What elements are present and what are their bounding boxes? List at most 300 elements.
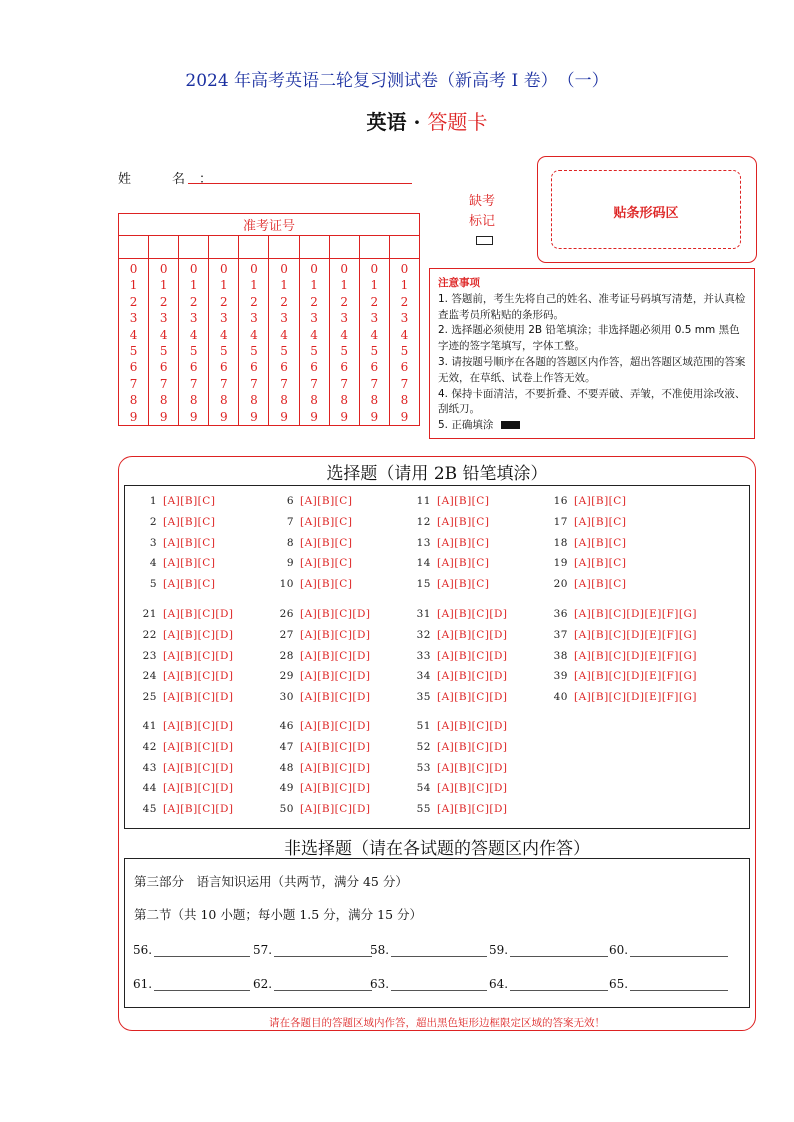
question-number: 49 <box>279 782 294 795</box>
answer-options[interactable]: [A][B][C] <box>163 515 216 528</box>
exam-title: 2024 年高考英语二轮复习测试卷（新高考 I 卷） （一） <box>185 71 609 91</box>
question-40 <box>544 691 697 703</box>
exam-id-digit-bubble[interactable]: 7 <box>310 376 318 391</box>
question-54 <box>407 782 508 794</box>
answer-options[interactable]: [A][B][C] <box>437 578 490 591</box>
answer-options[interactable]: [A][B][C][D] <box>163 720 234 732</box>
answer-options[interactable]: [A][B][C][D] <box>163 761 234 774</box>
question-number: 6 <box>286 495 294 507</box>
exam-id-digit-bubble[interactable]: 1 <box>250 278 258 293</box>
exam-id-digit-bubble[interactable]: 1 <box>370 278 379 293</box>
exam-id-digit-bubble[interactable]: 0 <box>310 262 318 276</box>
exam-id-digit-bubble[interactable]: 5 <box>129 344 138 359</box>
question-number: 25 <box>142 691 157 704</box>
notice-item: 5. 正确填涂 <box>438 419 494 432</box>
exam-id-digit-bubble[interactable]: 6 <box>340 360 349 375</box>
answer-options[interactable]: [A][B][C][D] <box>300 803 371 816</box>
question-38 <box>544 650 697 662</box>
exam-id-digit-column <box>149 259 179 426</box>
answer-options[interactable]: [A][B][C][D] <box>300 761 371 774</box>
answer-options[interactable]: [A][B][C][D] <box>163 608 234 620</box>
exam-id-digit-bubble[interactable]: 9 <box>340 409 349 424</box>
answer-options[interactable]: [A][B][C][D][E][F][G] <box>574 670 697 683</box>
question-number: 38 <box>553 649 568 662</box>
answer-options[interactable]: [A][B][C] <box>437 515 490 528</box>
exam-id-digit-bubble[interactable]: 8 <box>129 393 138 408</box>
part-title: 第三部分 语言知识运用（共两节，满分 45 分） <box>134 874 408 889</box>
exam-id-digit-bubble[interactable]: 8 <box>370 393 379 408</box>
blank-62 <box>253 977 372 991</box>
blank-number: 59. <box>489 943 509 957</box>
question-11 <box>407 495 489 507</box>
blank-65 <box>609 977 728 991</box>
exam-id-write-cell[interactable] <box>119 236 149 259</box>
exam-id-digit-bubble[interactable]: 1 <box>129 278 138 293</box>
answer-options[interactable]: [A][B][C] <box>574 578 627 591</box>
question-number: 48 <box>279 761 294 774</box>
blank-59 <box>489 943 608 957</box>
exam-id-digit-bubble[interactable]: 4 <box>340 327 349 342</box>
exam-id-digit-bubble[interactable]: 6 <box>129 360 138 375</box>
notice-box <box>429 268 755 439</box>
question-number: 16 <box>553 495 568 507</box>
question-number: 52 <box>416 740 431 753</box>
blank-number: 62. <box>253 977 273 991</box>
exam-id-digit-column <box>239 259 269 426</box>
blank-63 <box>370 977 487 991</box>
question-25 <box>133 691 234 703</box>
question-22 <box>133 629 234 641</box>
exam-id-digit-bubble[interactable]: 4 <box>129 327 138 342</box>
exam-id-digit-bubble[interactable]: 1 <box>400 278 409 293</box>
exam-id-digit-bubble[interactable]: 4 <box>159 327 168 342</box>
question-30 <box>270 691 371 703</box>
question-number: 40 <box>553 691 568 704</box>
exam-id-write-cell[interactable] <box>299 236 329 259</box>
answer-options[interactable]: [A][B][C] <box>163 557 216 570</box>
question-33 <box>407 650 508 662</box>
exam-id-digit-bubble[interactable]: 2 <box>129 294 138 309</box>
question-number: 45 <box>142 803 157 816</box>
exam-id-digit-bubble[interactable]: 8 <box>189 393 198 408</box>
exam-id-digit-bubble[interactable]: 5 <box>400 344 409 359</box>
exam-id-digit-bubble[interactable]: 8 <box>250 393 258 408</box>
exam-id-digit-bubble[interactable]: 0 <box>189 262 198 276</box>
question-number: 13 <box>416 536 431 549</box>
question-46 <box>270 720 371 732</box>
exam-id-digit-bubble[interactable]: 5 <box>370 344 379 359</box>
exam-id-digit-bubble[interactable]: 8 <box>340 393 349 408</box>
exam-id-digit-bubble[interactable]: 7 <box>129 376 138 391</box>
answer-options[interactable]: [A][B][C][D] <box>300 740 371 753</box>
answer-options[interactable]: [A][B][C][D] <box>163 628 234 641</box>
answer-options[interactable]: [A][B][C][D] <box>437 649 508 662</box>
exam-id-digit-bubble[interactable]: 7 <box>159 376 168 391</box>
answer-options[interactable]: [A][B][C][D] <box>437 691 508 704</box>
answer-line[interactable] <box>154 944 250 957</box>
answer-line[interactable] <box>154 978 250 991</box>
blank-number: 65. <box>609 977 629 991</box>
notice-item-fill-example <box>438 418 746 434</box>
question-45 <box>133 803 234 815</box>
exam-id-digit-bubble[interactable]: 6 <box>189 360 198 375</box>
answer-options[interactable]: [A][B][C][D] <box>437 782 508 795</box>
exam-id-digit-bubble[interactable]: 9 <box>370 409 379 424</box>
multiple-choice-box <box>124 485 750 829</box>
exam-id-write-cell[interactable] <box>239 236 269 259</box>
answer-options[interactable]: [A][B][C] <box>574 515 627 528</box>
question-35 <box>407 691 508 703</box>
exam-id-digit-bubble[interactable]: 8 <box>400 393 409 408</box>
answer-options[interactable]: [A][B][C][D][E][F][G] <box>574 628 697 641</box>
question-number: 20 <box>553 578 568 591</box>
question-36 <box>544 608 697 620</box>
exam-id-digit-bubble[interactable]: 9 <box>250 409 258 424</box>
question-number: 10 <box>279 578 294 591</box>
answer-options[interactable]: [A][B][C][D] <box>437 608 508 620</box>
question-28 <box>270 650 371 662</box>
filled-mark-example <box>501 421 520 429</box>
exam-id-digit-bubble[interactable]: 1 <box>220 278 228 293</box>
exam-id-digit-bubble[interactable]: 4 <box>370 327 379 342</box>
exam-id-digit-bubble[interactable]: 9 <box>129 409 138 424</box>
question-number: 39 <box>553 670 568 683</box>
exam-id-digit-bubble[interactable]: 3 <box>250 311 258 326</box>
exam-id-digit-bubble[interactable]: 6 <box>310 360 318 375</box>
question-number: 46 <box>279 720 294 732</box>
question-47 <box>270 741 371 753</box>
exam-id-digit-bubble[interactable]: 3 <box>129 311 138 326</box>
question-number: 19 <box>553 557 568 570</box>
exam-id-digit-bubble[interactable]: 6 <box>370 360 379 375</box>
exam-id-write-cell[interactable] <box>329 236 359 259</box>
card-subtitle <box>0 106 794 135</box>
exam-id-digit-bubble[interactable]: 4 <box>280 327 288 342</box>
question-number: 42 <box>142 740 157 753</box>
exam-id-digit-bubble[interactable]: 7 <box>220 376 228 391</box>
question-number: 12 <box>416 515 431 528</box>
question-51 <box>407 720 508 732</box>
answer-options[interactable]: [A][B][C] <box>300 536 353 549</box>
question-6 <box>270 495 352 507</box>
blank-64 <box>489 977 608 991</box>
name-field[interactable] <box>188 183 412 184</box>
answer-line[interactable] <box>274 944 372 957</box>
non-multiple-choice-heading: 非选择题（请在各试题的答题区内作答） <box>284 839 590 859</box>
notice-item: 3. 请按题号顺序在各题的答题区内作答，超出答题区域范围的答案无效，在草纸、试卷上作答无效。 <box>438 355 746 384</box>
answer-options[interactable]: [A][B][C][D] <box>300 628 371 641</box>
question-21 <box>133 608 234 620</box>
answer-options[interactable]: [A][B][C] <box>300 515 353 528</box>
answer-options[interactable]: [A][B][C][D][E][F][G] <box>574 608 697 620</box>
exam-id-digit-bubble[interactable]: 5 <box>250 344 258 359</box>
exam-id-digit-bubble[interactable]: 1 <box>340 278 349 293</box>
subtitle-answer-card: 答题卡 <box>427 110 488 134</box>
answer-options[interactable]: [A][B][C][D] <box>300 649 371 662</box>
answer-options[interactable]: [A][B][C] <box>437 536 490 549</box>
answer-options[interactable]: [A][B][C] <box>300 578 353 591</box>
answer-line[interactable] <box>510 978 608 991</box>
question-42 <box>133 741 234 753</box>
question-53 <box>407 762 508 774</box>
question-4 <box>133 557 215 569</box>
exam-id-digit-bubble[interactable]: 9 <box>310 409 318 424</box>
answer-options[interactable]: [A][B][C][D] <box>300 670 371 683</box>
exam-id-digit-bubble[interactable]: 3 <box>159 311 168 326</box>
answer-options[interactable]: [A][B][C][D] <box>300 720 371 732</box>
exam-id-digit-bubble[interactable]: 2 <box>340 294 349 309</box>
exam-id-digit-column <box>179 259 209 426</box>
exam-id-digit-bubble[interactable]: 3 <box>310 311 318 326</box>
exam-id-digit-bubble[interactable]: 9 <box>189 409 198 424</box>
exam-id-digit-bubble[interactable]: 6 <box>250 360 258 375</box>
question-number: 44 <box>142 782 157 795</box>
exam-id-digit-bubble[interactable]: 1 <box>280 278 288 293</box>
blank-number: 61. <box>133 977 153 991</box>
exam-id-grid <box>118 213 420 426</box>
question-20 <box>544 578 626 590</box>
exam-id-digit-column <box>299 259 329 426</box>
exam-id-digit-bubble[interactable]: 7 <box>340 376 349 391</box>
exam-id-write-cell[interactable] <box>209 236 239 259</box>
question-number: 53 <box>416 761 431 774</box>
exam-id-write-cell[interactable] <box>269 236 299 259</box>
exam-id-digit-bubble[interactable]: 0 <box>159 262 168 276</box>
blank-number: 63. <box>370 977 390 991</box>
notice-item: 4. 保持卡面清洁，不要折叠、不要弄破、弄皱，不准使用涂改液、刮纸刀。 <box>438 387 746 416</box>
question-number: 7 <box>286 515 294 528</box>
exam-id-digit-bubble[interactable]: 9 <box>159 409 168 424</box>
exam-id-digit-bubble[interactable]: 9 <box>400 409 409 424</box>
answer-options[interactable]: [A][B][C][D] <box>300 691 371 704</box>
question-14 <box>407 557 489 569</box>
question-number: 26 <box>279 608 294 620</box>
exam-id-digit-column <box>119 259 149 426</box>
exam-id-digit-bubble[interactable]: 0 <box>220 262 228 276</box>
absent-mark-box[interactable] <box>476 236 493 245</box>
exam-id-digit-bubble[interactable]: 1 <box>310 278 318 293</box>
exam-id-write-cell[interactable] <box>359 236 389 259</box>
exam-id-digit-bubble[interactable]: 5 <box>159 344 168 359</box>
absent-mark-line2: 标记 <box>468 214 495 229</box>
exam-id-digit-bubble[interactable]: 1 <box>189 278 198 293</box>
exam-id-digit-bubble[interactable]: 5 <box>310 344 318 359</box>
answer-options[interactable]: [A][B][C] <box>163 578 216 591</box>
exam-id-digit-bubble[interactable]: 2 <box>370 294 379 309</box>
exam-id-digit-bubble[interactable]: 6 <box>220 360 228 375</box>
question-number: 17 <box>553 515 568 528</box>
section-title: 第二节（共 10 小题；每小题 1.5 分，满分 15 分） <box>134 907 423 922</box>
question-number: 21 <box>142 608 157 620</box>
exam-id-digit-bubble[interactable]: 0 <box>370 262 379 276</box>
answer-options[interactable]: [A][B][C][D] <box>163 782 234 795</box>
question-number: 11 <box>416 495 431 507</box>
question-number: 30 <box>279 691 294 704</box>
answer-options[interactable]: [A][B][C][D] <box>163 691 234 704</box>
exam-id-digit-bubble[interactable]: 0 <box>400 262 409 276</box>
question-39 <box>544 670 697 682</box>
exam-id-digit-bubble[interactable]: 2 <box>280 294 288 309</box>
answer-options[interactable]: [A][B][C][D] <box>437 761 508 774</box>
barcode-label: 贴条形码区 <box>613 206 679 221</box>
question-number: 51 <box>416 720 431 732</box>
answer-options[interactable]: [A][B][C] <box>163 536 216 549</box>
blank-number: 56. <box>133 943 153 957</box>
exam-id-write-cell[interactable] <box>179 236 209 259</box>
exam-id-digit-bubble[interactable]: 6 <box>400 360 409 375</box>
blank-58 <box>370 943 487 957</box>
question-number: 9 <box>286 557 294 570</box>
question-41 <box>133 720 234 732</box>
question-29 <box>270 670 371 682</box>
name-label: 姓 名： <box>118 172 227 187</box>
blank-number: 64. <box>489 977 509 991</box>
answer-line[interactable] <box>391 978 487 991</box>
exam-id-digit-bubble[interactable]: 8 <box>280 393 288 408</box>
exam-id-digit-bubble[interactable]: 3 <box>400 311 409 326</box>
answer-options[interactable]: [A][B][C][D] <box>437 803 508 816</box>
question-43 <box>133 762 234 774</box>
answer-options[interactable]: [A][B][C] <box>437 495 490 507</box>
blank-number: 60. <box>609 943 629 957</box>
answer-line[interactable] <box>630 944 728 957</box>
question-9 <box>270 557 352 569</box>
question-number: 23 <box>142 649 157 662</box>
answer-line[interactable] <box>391 944 487 957</box>
blank-56 <box>133 943 250 957</box>
answer-line[interactable] <box>510 944 608 957</box>
question-34 <box>407 670 508 682</box>
question-17 <box>544 516 626 528</box>
answer-options[interactable]: [A][B][C] <box>300 557 353 570</box>
answer-options[interactable]: [A][B][C][D][E][F][G] <box>574 649 697 662</box>
answer-options[interactable]: [A][B][C][D][E][F][G] <box>574 691 697 704</box>
exam-id-digit-bubble[interactable]: 5 <box>280 344 288 359</box>
exam-id-digit-bubble[interactable]: 9 <box>220 409 228 424</box>
answer-options[interactable]: [A][B][C][D] <box>300 608 371 620</box>
answer-options[interactable]: [A][B][C][D] <box>163 670 234 683</box>
exam-id-write-cell[interactable] <box>389 236 419 259</box>
exam-id-digit-bubble[interactable]: 1 <box>159 278 168 293</box>
answer-options[interactable]: [A][B][C] <box>300 495 353 507</box>
answer-options[interactable]: [A][B][C][D] <box>437 670 508 683</box>
exam-id-digit-bubble[interactable]: 6 <box>280 360 288 375</box>
exam-id-digit-bubble[interactable]: 7 <box>189 376 198 391</box>
question-10 <box>270 578 352 590</box>
question-49 <box>270 782 371 794</box>
question-12 <box>407 516 489 528</box>
exam-id-digit-bubble[interactable]: 7 <box>400 376 409 391</box>
exam-id-digit-bubble[interactable]: 0 <box>340 262 349 276</box>
answer-line[interactable] <box>274 978 372 991</box>
exam-id-digit-bubble[interactable]: 9 <box>280 409 288 424</box>
exam-id-digit-bubble[interactable]: 4 <box>400 327 409 342</box>
notice-title: 注意事项 <box>438 277 480 289</box>
question-52 <box>407 741 508 753</box>
answer-options[interactable]: [A][B][C] <box>437 557 490 570</box>
question-23 <box>133 650 234 662</box>
exam-id-digit-bubble[interactable]: 0 <box>129 262 138 276</box>
answer-line[interactable] <box>630 978 728 991</box>
question-1 <box>133 495 215 507</box>
answer-options[interactable]: [A][B][C] <box>163 495 216 507</box>
answer-options[interactable]: [A][B][C][D] <box>437 720 508 732</box>
exam-id-digit-bubble[interactable]: 2 <box>250 294 258 309</box>
exam-id-digit-column <box>389 259 419 426</box>
exam-id-write-cell[interactable] <box>149 236 179 259</box>
question-27 <box>270 629 371 641</box>
exam-id-digit-bubble[interactable]: 4 <box>250 327 258 342</box>
exam-id-digit-bubble[interactable]: 5 <box>189 344 198 359</box>
exam-id-digit-bubble[interactable]: 7 <box>250 376 258 391</box>
footer-warning: 请在各题目的答题区域内作答，超出黑色矩形边框限定区域的答案无效！ <box>269 1017 605 1029</box>
exam-id-digit-bubble[interactable]: 3 <box>280 311 288 326</box>
question-number: 1 <box>149 495 157 507</box>
answer-options[interactable]: [A][B][C][D] <box>163 649 234 662</box>
question-2 <box>133 516 215 528</box>
exam-id-digit-bubble[interactable]: 5 <box>220 344 228 359</box>
exam-id-digit-bubble[interactable]: 0 <box>280 262 288 276</box>
question-number: 33 <box>416 649 431 662</box>
question-number: 3 <box>149 536 157 549</box>
answer-options[interactable]: [A][B][C][D] <box>163 740 234 753</box>
question-16 <box>544 495 626 507</box>
exam-id-digit-bubble[interactable]: 0 <box>250 262 258 276</box>
exam-id-digit-bubble[interactable]: 6 <box>159 360 168 375</box>
question-19 <box>544 557 626 569</box>
exam-id-digit-bubble[interactable]: 8 <box>310 393 318 408</box>
answer-options[interactable]: [A][B][C][D] <box>437 740 508 753</box>
exam-id-digit-bubble[interactable]: 7 <box>280 376 288 391</box>
exam-id-digit-bubble[interactable]: 7 <box>370 376 379 391</box>
exam-id-digit-bubble[interactable]: 2 <box>189 294 198 309</box>
question-32 <box>407 629 508 641</box>
exam-id-digit-bubble[interactable]: 8 <box>220 393 228 408</box>
question-31 <box>407 608 508 620</box>
exam-id-digit-bubble[interactable]: 2 <box>159 294 168 309</box>
question-number: 27 <box>279 628 294 641</box>
answer-options[interactable]: [A][B][C] <box>574 557 627 570</box>
exam-id-digit-bubble[interactable]: 2 <box>220 294 228 309</box>
exam-id-digit-bubble[interactable]: 4 <box>310 327 318 342</box>
question-number: 43 <box>142 761 157 774</box>
question-8 <box>270 537 352 549</box>
exam-id-digit-bubble[interactable]: 4 <box>189 327 198 342</box>
question-number: 35 <box>416 691 431 704</box>
answer-options[interactable]: [A][B][C][D] <box>437 628 508 641</box>
question-15 <box>407 578 489 590</box>
answer-options[interactable]: [A][B][C] <box>574 495 627 507</box>
question-37 <box>544 629 697 641</box>
exam-id-digit-bubble[interactable]: 3 <box>220 311 228 326</box>
exam-id-digit-bubble[interactable]: 3 <box>340 311 349 326</box>
question-number: 47 <box>279 740 294 753</box>
exam-id-digit-bubble[interactable]: 3 <box>370 311 379 326</box>
question-number: 18 <box>553 536 568 549</box>
answer-options[interactable]: [A][B][C] <box>574 536 627 549</box>
notice-item: 2. 选择题必须使用 2B 铅笔填涂；非选择题必须用 0.5 mm 黑色字迹的签字笔填写，字体工整。 <box>438 324 740 353</box>
question-13 <box>407 537 489 549</box>
answer-options[interactable]: [A][B][C][D] <box>163 803 234 816</box>
answer-options[interactable]: [A][B][C][D] <box>300 782 371 795</box>
exam-id-digit-bubble[interactable]: 8 <box>159 393 168 408</box>
exam-id-digit-bubble[interactable]: 3 <box>189 311 198 326</box>
exam-id-digit-bubble[interactable]: 2 <box>310 294 318 309</box>
question-number: 34 <box>416 670 431 683</box>
exam-id-digit-bubble[interactable]: 2 <box>400 294 409 309</box>
exam-id-digit-bubble[interactable]: 5 <box>340 344 349 359</box>
exam-id-digit-bubble[interactable]: 4 <box>220 327 228 342</box>
